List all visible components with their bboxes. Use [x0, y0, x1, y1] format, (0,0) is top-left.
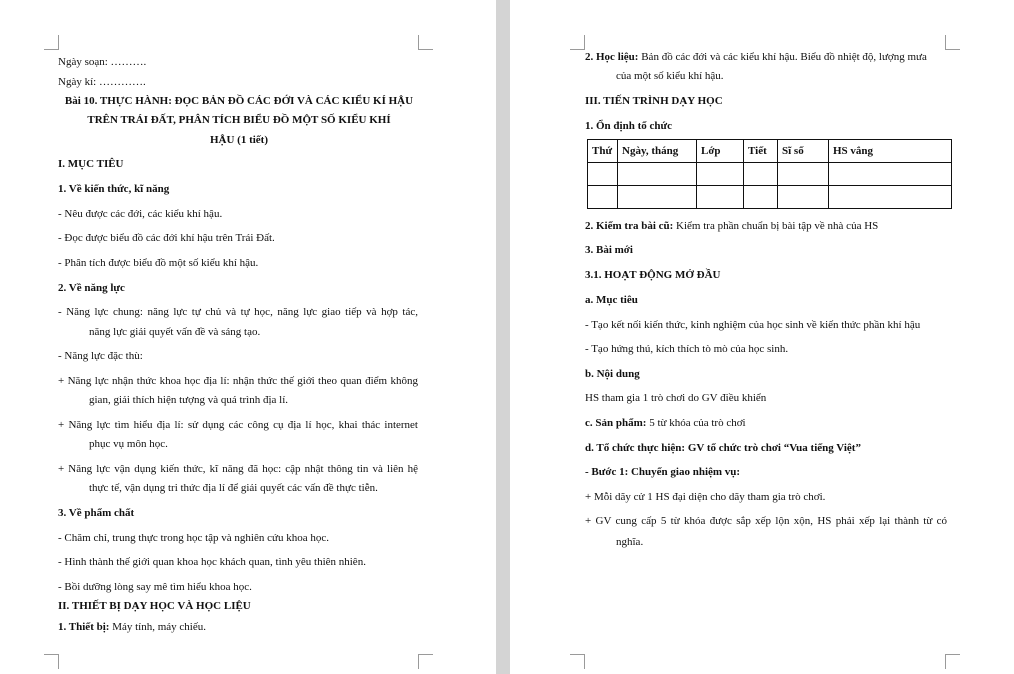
- table-cell[interactable]: [618, 186, 697, 209]
- margin-mark: [945, 654, 960, 669]
- margin-mark: [418, 654, 433, 669]
- margin-mark: [945, 35, 960, 50]
- table-cell[interactable]: [588, 163, 618, 186]
- paragraph: - Đọc được biểu đồ các đới khí hậu trên Trái Đất.: [58, 232, 275, 244]
- table-header-cell: Sĩ số: [778, 140, 829, 163]
- paragraph: - Phân tích được biểu đồ một số kiểu khí hậu.: [58, 257, 259, 269]
- margin-mark: [418, 35, 433, 50]
- subheading-new-lesson: 3. Bài mới: [585, 244, 633, 256]
- paragraph: nghĩa.: [616, 536, 644, 548]
- paragraph-materials: [585, 50, 927, 64]
- subheading-organization-game: d. Tổ chức thực hiện: GV tổ chức trò chơi “Vua tiếng Việt”: [585, 442, 861, 454]
- lesson-title-line2: TRÊN TRÁI ĐẤT, PHÂN TÍCH BIỂU ĐỒ MỘT SỐ KIỂU KHÍ: [87, 114, 391, 126]
- paragraph: - Tạo hứng thú, kích thích tò mò của học sinh.: [585, 343, 789, 355]
- paragraph: phục vụ môn học.: [89, 438, 168, 450]
- section-heading-objectives: I. MỤC TIÊU: [58, 158, 124, 170]
- table-cell[interactable]: [829, 163, 952, 186]
- paragraph: - Tạo kết nối kiến thức, kinh nghiệm của học sinh về kiến thức phần khí hậu: [585, 319, 921, 331]
- subheading-organization: 1. Ổn định tổ chức: [585, 120, 672, 132]
- table-header-cell: Lớp: [697, 140, 744, 163]
- section-heading-equipment: II. THIẾT BỊ DẠY HỌC VÀ HỌC LIỆU: [58, 600, 251, 612]
- table-header-cell: Tiết: [744, 140, 778, 163]
- attendance-table: [587, 139, 952, 209]
- margin-mark: [570, 35, 585, 50]
- table-cell[interactable]: [588, 186, 618, 209]
- section-heading-process: III. TIẾN TRÌNH DẠY HỌC: [585, 95, 723, 107]
- table-cell[interactable]: [697, 163, 744, 186]
- paragraph: - Nêu được các đới, các kiểu khí hậu.: [58, 208, 223, 220]
- lesson-title-line3: HẬU (1 tiết): [209, 134, 269, 146]
- equipment-text: Máy tính, máy chiếu.: [109, 621, 206, 633]
- margin-mark: [570, 654, 585, 669]
- paragraph: của một số kiểu khí hậu.: [616, 70, 724, 82]
- table-cell[interactable]: [744, 186, 778, 209]
- paragraph: - Chăm chỉ, trung thực trong học tập và nghiên cứu khoa học.: [58, 532, 329, 544]
- date-prepared: Ngày soạn: ……….: [58, 56, 147, 68]
- table-cell[interactable]: [697, 186, 744, 209]
- paragraph-product: [585, 416, 746, 430]
- paragraph: - Bồi dưỡng lòng say mê tìm hiểu khoa học.: [58, 581, 252, 593]
- product-label: c. Sản phẩm:: [585, 417, 647, 429]
- paragraph: HS tham gia 1 trò chơi do GV điều khiển: [585, 392, 767, 404]
- table-header-row: [588, 140, 952, 163]
- paragraph: + Năng lực vận dụng kiến thức, kĩ năng đã học: cập nhật thông tin và liên hệ: [58, 463, 418, 475]
- paragraph: - Năng lực đặc thù:: [58, 350, 143, 362]
- materials-text: Bản đồ các đới và các kiểu khí hậu. Biểu đồ nhiệt độ, lượng mưa: [638, 51, 927, 63]
- paragraph: - Năng lực chung: năng lực tự chủ và tự học, năng lực giao tiếp và hợp tác,: [58, 306, 418, 318]
- product-text: 5 từ khóa của trò chơi: [646, 417, 746, 429]
- review-label: 2. Kiểm tra bài cũ:: [585, 220, 674, 232]
- lesson-title-line1: Bài 10. THỰC HÀNH: ĐỌC BẢN ĐỒ CÁC ĐỚI VÀ CÁC KIỂU KÍ HẬU: [64, 95, 414, 107]
- paragraph: + Năng lực nhận thức khoa học địa lí: nhận thức thế giới theo quan điểm không: [58, 375, 418, 387]
- equipment-label: 1. Thiết bị:: [58, 621, 110, 633]
- paragraph: - Hình thành thế giới quan khoa học khách quan, tình yêu thiên nhiên.: [58, 556, 366, 568]
- table-cell[interactable]: [744, 163, 778, 186]
- page-gutter: [496, 0, 510, 674]
- table-row: [588, 186, 952, 209]
- table-cell[interactable]: [618, 163, 697, 186]
- subheading-competence: 2. Về năng lực: [58, 282, 125, 294]
- subheading-knowledge: 1. Về kiến thức, kĩ năng: [58, 183, 170, 195]
- table-cell[interactable]: [778, 163, 829, 186]
- paragraph: + Mỗi dãy cử 1 HS đại diện cho dãy tham gia trò chơi.: [585, 491, 826, 503]
- table-header-cell: HS vắng: [829, 140, 952, 163]
- subheading-opening-activity: 3.1. HOẠT ĐỘNG MỞ ĐẦU: [585, 269, 721, 281]
- table-cell[interactable]: [778, 186, 829, 209]
- table-header-cell: Ngày, tháng: [618, 140, 697, 163]
- subheading-goal: a. Mục tiêu: [585, 294, 638, 306]
- table-row: [588, 163, 952, 186]
- subheading-step1: - Bước 1: Chuyển giao nhiệm vụ:: [585, 466, 741, 478]
- subheading-qualities: 3. Về phẩm chất: [58, 507, 135, 519]
- paragraph: năng lực giải quyết vấn đề và sáng tạo.: [89, 326, 261, 338]
- paragraph: gian, giải thích hiện tượng và quá trình địa lí.: [89, 394, 289, 406]
- subheading-content: b. Nội dung: [585, 368, 640, 380]
- paragraph: + GV cung cấp 5 từ khóa được sắp xếp lộn xộn, HS phải xếp lại thành từ có: [585, 515, 947, 527]
- paragraph-equipment: [58, 620, 206, 634]
- date-signed: Ngày kí: ………….: [58, 76, 146, 88]
- margin-mark: [44, 654, 59, 669]
- table-header-cell: Thứ: [588, 140, 618, 163]
- margin-mark: [44, 35, 59, 50]
- review-text: Kiểm tra phần chuẩn bị bài tập về nhà của HS: [673, 220, 879, 232]
- paragraph: + Năng lực tìm hiểu địa lí: sử dụng các công cụ địa lí học, khai thác internet: [58, 419, 418, 431]
- paragraph-review: [585, 219, 878, 233]
- materials-label: 2. Học liệu:: [585, 51, 639, 63]
- paragraph: thực tế, vận dụng tri thức địa lí để giải quyết các vấn đề thực tiễn.: [89, 482, 378, 494]
- table-cell[interactable]: [829, 186, 952, 209]
